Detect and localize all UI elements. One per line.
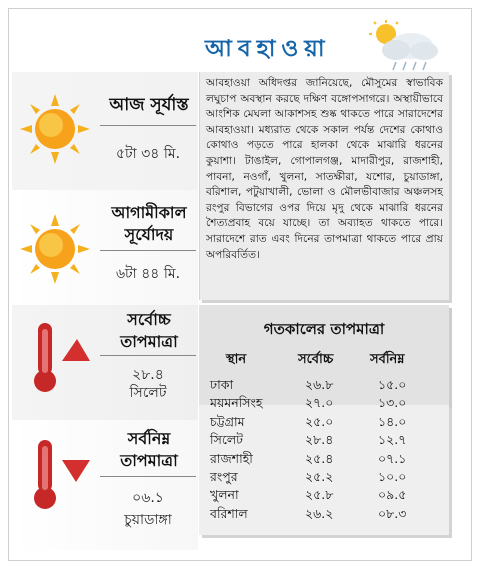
table-cell-max: ২৮.৪ xyxy=(305,432,334,448)
divider xyxy=(100,355,196,356)
divider xyxy=(100,476,196,477)
table-header-max: সর্বোচ্চ xyxy=(298,352,334,367)
arrow-down-icon xyxy=(62,460,90,482)
cloud-rain-icon xyxy=(366,20,446,75)
table-cell-min: ১০.০ xyxy=(378,469,407,484)
table-cell-place: রংপুর xyxy=(210,469,238,484)
max-temp-section xyxy=(12,305,198,423)
table-cell-place: খুলনা xyxy=(210,487,239,503)
table-cell-min: ০৯.৫ xyxy=(378,487,407,503)
tomorrow-sunrise-value: ৬টা ৪৪ মি. xyxy=(115,266,181,282)
page-title: আবহাওয়া xyxy=(205,36,331,62)
min-temp-section xyxy=(12,420,198,550)
min-temp-value: ০৬.১ xyxy=(132,490,164,506)
today-sunset-section xyxy=(12,72,198,190)
table-cell-place: ময়মনসিংহ xyxy=(210,395,263,411)
max-temp-label-line2: তাপমাত্রা xyxy=(120,332,178,351)
min-temp-place: চুয়াডাঙ্গা xyxy=(124,512,172,528)
table-cell-min: ০৭.১ xyxy=(378,450,407,466)
table-cell-place: বরিশাল xyxy=(210,505,248,521)
thermometer-icon xyxy=(30,319,92,395)
max-temp-place: সিলেট xyxy=(129,385,167,401)
table-cell-place: রাজশাহী xyxy=(210,450,253,466)
table-cell-max: ২৫.০ xyxy=(305,413,334,429)
thermometer-icon xyxy=(30,436,92,512)
today-sunset-label: আজ সূর্যাস্ত xyxy=(109,95,189,115)
tomorrow-sunrise-label-line1: আগামীকাল xyxy=(111,203,187,222)
today-sunset-value: ৫টা ৩৪ মি. xyxy=(115,146,181,162)
arrow-up-icon xyxy=(62,339,90,361)
divider xyxy=(100,250,196,251)
table-cell-max: ২৫.৪ xyxy=(305,450,334,466)
tomorrow-sunrise-section xyxy=(12,190,198,308)
forecast-text: আবহাওয়া অধিদপ্তর জানিয়েছে, মৌসুমের স্বাভাবিক লঘুচাপ অবস্থান করছে দক্ষিণ বঙ্গোপসাগরে। অস্থায়ীভাবে আংশিক মেঘলা আকাশসহ শুষ্ক থাকতে পারে সারাদেশের আবহাওয়া। মধ্যরাত থেকে সকাল পর্যন্ত দেশের কোথাও কোথাও পড়তে পারে হালকা থেকে মাঝারি ধরনের কুয়াশা। টাঙাইল, গোপালগঞ্জ, মাদারীপুর, রাজশাহী, পাবনা, নওগাঁ, খুলনা, সাতক্ষীরা, যশোর, চুয়াডাঙ্গা, বরিশাল, পটুয়াখালী, ভোলা ও মৌলভীবাজার অঞ্চলসহ রংপুর বিভাগের ওপর দিয়ে মৃদু থেকে মাঝারি ধরনের শৈত্যপ্রবাহ বয়ে যাচ্ছে। তা অব্যাহত থাকতে পারে। সারাদেশে রাত এবং দিনের তাপমাত্রা থাকতে পারে প্রায় অপরিবর্তিত। xyxy=(199,72,449,300)
table-cell-min: ০৮.৩ xyxy=(378,505,407,521)
table-cell-place: চট্টগ্রাম xyxy=(210,413,245,429)
table-cell-place: সিলেট xyxy=(210,432,243,448)
min-temp-label-line2: তাপমাত্রা xyxy=(120,451,178,470)
max-temp-label xyxy=(100,309,198,353)
table-cell-min: ১৫.০ xyxy=(378,377,407,392)
table-cell-max: ২৫.৮ xyxy=(305,487,334,503)
divider xyxy=(100,125,196,126)
sun-icon xyxy=(18,212,92,286)
min-temp-label-line1: সর্বনিম্ন xyxy=(127,429,171,448)
table-cell-max: ২৬.২ xyxy=(305,505,334,521)
table-cell-max: ২৬.৮ xyxy=(305,377,334,392)
table-cell-max: ২৫.২ xyxy=(305,469,334,484)
table-header-place: স্থান xyxy=(226,352,247,367)
table-header-min: সর্বনিম্ন xyxy=(370,352,405,367)
tomorrow-sunrise-label-line2: সূর্যোদয় xyxy=(124,225,174,244)
table-cell-min: ১৪.০ xyxy=(378,413,407,429)
table-title: গতকালের তাপমাত্রা xyxy=(263,320,385,338)
table-cell-max: ২৭.০ xyxy=(305,395,334,411)
max-temp-label-line1: সর্বোচ্চ xyxy=(127,310,171,329)
max-temp-value: ২৮.৪ xyxy=(132,367,164,383)
table-cell-min: ১৩.০ xyxy=(378,395,407,411)
min-temp-label xyxy=(100,428,198,472)
table-cell-min: ১২.৭ xyxy=(378,432,407,448)
tomorrow-sunrise-label xyxy=(100,202,198,246)
table-cell-place: ঢাকা xyxy=(210,377,234,392)
sun-icon xyxy=(18,92,92,166)
